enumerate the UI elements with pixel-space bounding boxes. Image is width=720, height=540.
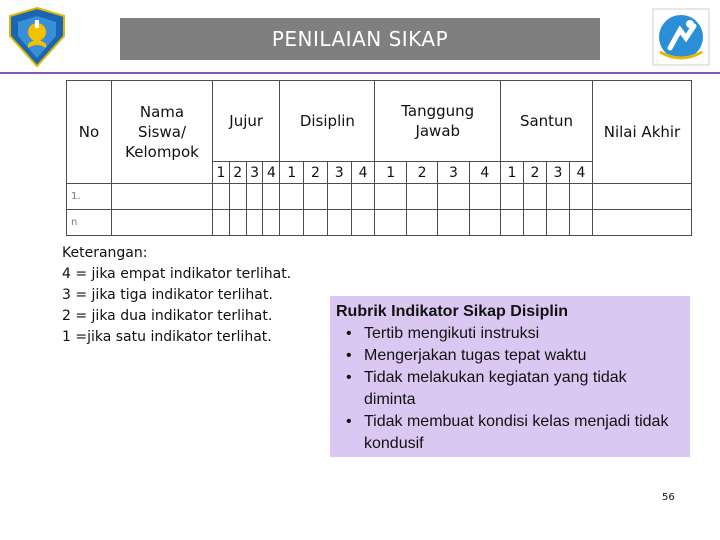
header-santun: Santun (501, 81, 593, 162)
rubric-box (330, 296, 690, 457)
table-cell (304, 184, 328, 210)
score-number: 3 (327, 162, 351, 184)
header-tanggung-line1: Tanggung (401, 101, 475, 120)
score-number: 3 (546, 162, 569, 184)
rubric-list (336, 323, 680, 455)
header-no: No (67, 81, 112, 184)
page-number: 56 (662, 492, 675, 503)
table-cell (569, 184, 592, 210)
table-cell (327, 184, 351, 210)
table-cell (501, 210, 524, 236)
score-number: 1 (501, 162, 524, 184)
table-cell (546, 184, 569, 210)
keterangan-line: 1 =jika satu indikator terlihat. (62, 329, 272, 345)
score-number: 2 (304, 162, 328, 184)
score-number: 3 (438, 162, 469, 184)
score-number: 2 (229, 162, 246, 184)
table-cell (406, 210, 437, 236)
list-item: • Tidak membuat kondisi kelas menjadi tidak kondusif (364, 411, 680, 455)
score-number: 2 (406, 162, 437, 184)
row-number: n (67, 210, 112, 236)
score-number: 4 (351, 162, 375, 184)
keterangan-line: 2 = jika dua indikator terlihat. (62, 308, 273, 324)
table-row (67, 210, 692, 236)
table-cell (351, 184, 375, 210)
score-number: 2 (523, 162, 546, 184)
table-cell (546, 210, 569, 236)
score-number: 4 (469, 162, 500, 184)
table-cell (327, 210, 351, 236)
table-cell (569, 210, 592, 236)
score-number: 1 (375, 162, 406, 184)
table-cell (501, 184, 524, 210)
list-item: • Mengerjakan tugas tepat waktu (364, 345, 680, 367)
table-cell (229, 184, 246, 210)
table-cell (229, 210, 246, 236)
table-cell (375, 184, 406, 210)
table-cell (213, 184, 230, 210)
table-cell (375, 210, 406, 236)
header-tanggung-line2: Jawab (415, 122, 461, 140)
table-cell (469, 184, 500, 210)
assessment-table (66, 80, 692, 236)
score-number: 1 (280, 162, 304, 184)
table-cell (469, 210, 500, 236)
header-tanggung-jawab (375, 81, 501, 162)
keterangan-heading: Keterangan: (62, 245, 148, 261)
table-cell (351, 210, 375, 236)
table-cell (593, 184, 692, 210)
table-cell (523, 184, 546, 210)
row-number: 1. (67, 184, 112, 210)
header-divider (0, 72, 720, 74)
list-item: • Tidak melakukan kegiatan yang tidak diminta (364, 367, 680, 411)
header-disiplin: Disiplin (280, 81, 375, 162)
table-cell (280, 184, 304, 210)
keterangan-line: 4 = jika empat indikator terlihat. (62, 266, 292, 282)
table-cell (246, 210, 263, 236)
header-nama-line2: Siswa/ (137, 122, 187, 141)
header-jujur: Jujur (213, 81, 280, 162)
header-nama-line1: Nama (139, 102, 185, 121)
score-number: 4 (569, 162, 592, 184)
keterangan-block (62, 243, 322, 348)
header-nilai-akhir: Nilai Akhir (593, 81, 692, 184)
table-cell (438, 210, 469, 236)
table-cell (304, 210, 328, 236)
table-cell (213, 210, 230, 236)
table-cell (280, 210, 304, 236)
list-item: • Tertib mengikuti instruksi (364, 323, 680, 345)
table-cell (523, 210, 546, 236)
kemendikbud-logo-icon (6, 6, 68, 68)
header-nama-line3: Kelompok (125, 143, 199, 162)
table-cell (263, 184, 280, 210)
keterangan-line: 3 = jika tiga indikator terlihat. (62, 287, 273, 303)
table-cell (246, 184, 263, 210)
table-cell (438, 184, 469, 210)
table-row (67, 184, 692, 210)
table-cell (112, 184, 213, 210)
score-number: 3 (246, 162, 263, 184)
tut-wuri-handayani-logo-icon (652, 8, 710, 66)
table-cell (112, 210, 213, 236)
header-nama (112, 81, 213, 184)
score-number: 4 (263, 162, 280, 184)
score-number: 1 (213, 162, 230, 184)
page-title: PENILAIAN SIKAP (120, 18, 600, 60)
table-cell (263, 210, 280, 236)
rubric-title: Rubrik Indikator Sikap Disiplin (336, 303, 569, 320)
table-cell (406, 184, 437, 210)
table-cell (593, 210, 692, 236)
